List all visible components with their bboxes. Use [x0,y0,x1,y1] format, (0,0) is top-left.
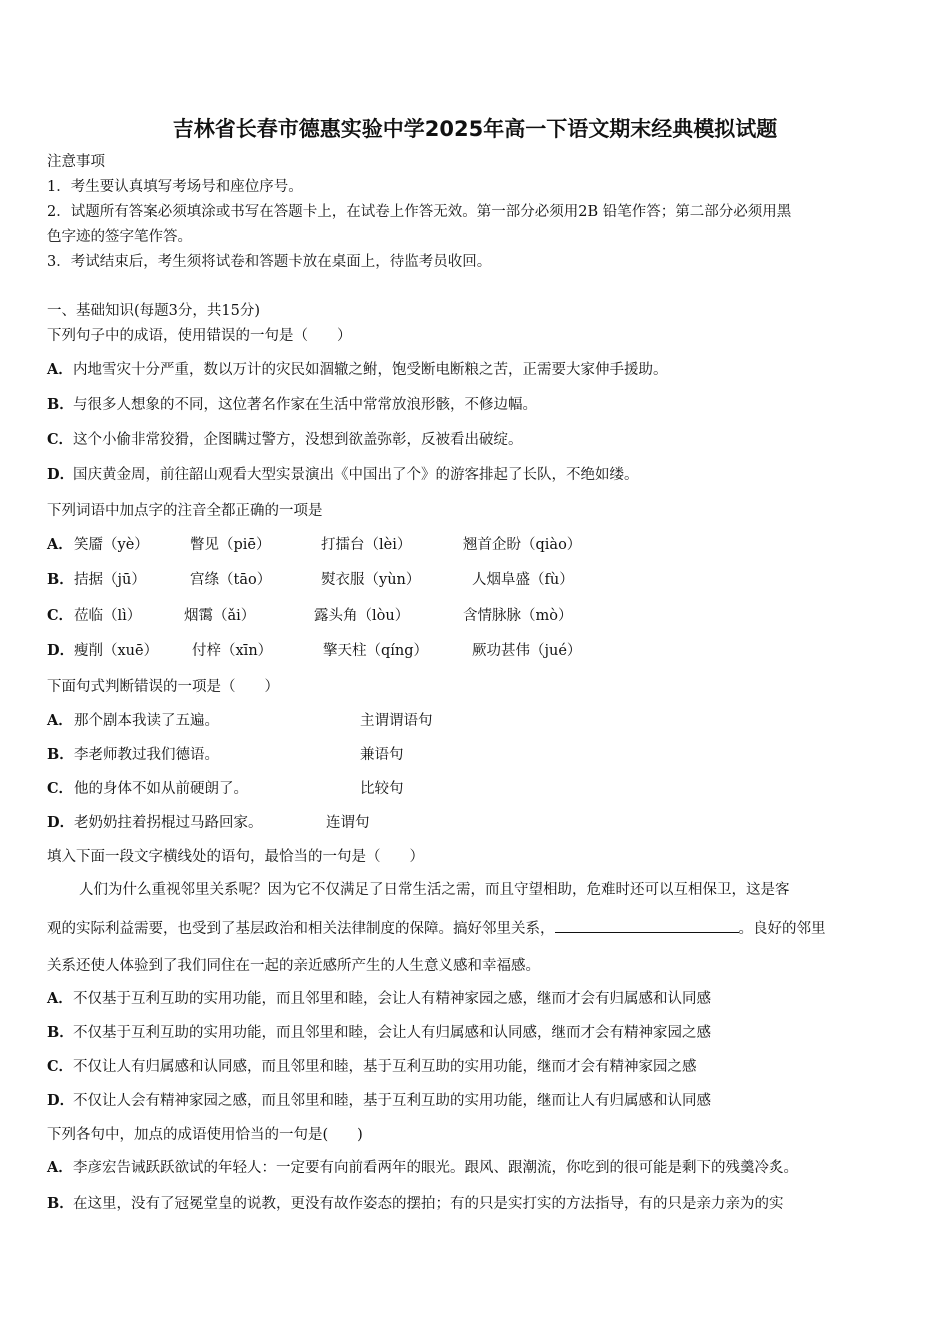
q4-option-c: C．不仅让人有归属感和认同感，而且邻里和睦，基于互利互助的实用功能，继而才会有精神家园之感 [47,1058,697,1075]
section-heading: 一、基础知识(每题3分，共15分) [47,303,260,319]
q2-row-a-item-1: 笑靥（yè） [74,537,149,553]
q4-passage-line-1: 人们为什么重视邻里关系呢？因为它不仅满足了日常生活之需，而且守望相助，危难时还可以互相保卫，这是客 [79,882,790,898]
notice-item-3: 3．考试结束后，考生须将试卷和答题卡放在桌面上，待监考员收回。 [47,254,492,270]
q4-option-b: B．不仅基于互利互助的实用功能，而且邻里和睦，会让人有归属感和认同感，继而才会有精神家园之感 [47,1024,711,1041]
q4-passage-line-2: 观的实际利益需要，也受到了基层政治和相关法律制度的保障。搞好邻里关系， 。良好的邻里 [47,918,826,939]
q2-stem: 下列词语中加点字的注音全都正确的一项是 [47,503,323,519]
q3-row-a-sentence: 那个剧本我读了五遍。 [74,713,219,729]
q2-row-a-item-4: 翘首企盼（qiào） [463,537,582,553]
q2-row-a-item-3: 打擂台（lèi） [321,537,412,553]
q4-option-d: D．不仅让人会有精神家园之感，而且邻里和睦，基于互利互助的实用功能，继而让人有归属感和认同感 [47,1092,711,1109]
q5-stem: 下列各句中，加点的成语使用恰当的一句是( ) [47,1127,363,1143]
q2-row-d-label: D． [47,642,75,659]
q2-row-b-label: B． [47,571,74,588]
notice-item-2-cont: 色字迹的签字笔作答。 [47,229,192,245]
q2-row-c-item-1: 莅临（lì） [74,608,142,624]
q3-row-b-type: 兼语句 [360,747,404,763]
q5-option-b: B．在这里，没有了冠冕堂皇的说教，更没有故作姿态的摆拍；有的只是实打实的方法指导，有的只是亲力亲为的实 [47,1195,784,1212]
q2-row-c-item-3: 露头角（lòu） [314,608,410,624]
q2-row-d-item-4: 厥功甚伟（jué） [472,643,582,659]
q3-row-d-label: D． [47,814,75,831]
q2-row-b-item-2: 宫绦（tāo） [190,572,272,588]
q3-row-a-type: 主谓谓语句 [360,713,433,729]
q3-row-b-sentence: 李老师教过我们德语。 [74,747,219,763]
q3-row-c-label: C． [47,780,74,797]
page-title: 吉林省长春市德惠实验中学2025年高一下语文期末经典模拟试题 [172,117,778,141]
q2-row-d-item-3: 擎天柱（qíng） [323,643,429,659]
q3-row-c-sentence: 他的身体不如从前硬朗了。 [74,781,248,797]
q4-stem: 填入下面一段文字横线处的语句，最恰当的一句是（ ） [47,849,424,865]
q2-row-d-item-2: 付梓（xīn） [192,643,273,659]
notice-item-1: 1．考生要认真填写考场号和座位序号。 [47,179,303,195]
q2-row-b-item-3: 熨衣服（yùn） [321,572,421,588]
q1-option-d: D．国庆黄金周，前往韶山观看大型实景演出《中国出了个》的游客排起了长队，不绝如缕。 [47,466,639,483]
q2-row-d-item-1: 瘦削（xuē） [74,643,159,659]
q3-row-d-type: 连谓句 [326,815,370,831]
q4-option-a: A．不仅基于互利互助的实用功能，而且邻里和睦，会让人有精神家园之感，继而才会有归属感和认同感 [47,990,711,1007]
q2-row-b-item-1: 拮据（jū） [74,572,146,588]
q5-option-a: A．李彦宏告诫跃跃欲试的年轻人：一定要有向前看两年的眼光。跟风、跟潮流，你吃到的很可能是剩下的残羹冷炙。 [47,1159,798,1176]
q1-option-a: A．内地雪灾十分严重，数以万计的灾民如涸辙之鲋，饱受断电断粮之苦，正需要大家伸手援助。 [47,361,668,378]
q1-option-b: B．与很多人想象的不同，这位著名作家在生活中常常放浪形骸，不修边幅。 [47,396,537,413]
notice-heading: 注意事项 [47,154,105,170]
q3-row-c-type: 比较句 [360,781,404,797]
notice-item-2: 2．试题所有答案必须填涂或书写在答题卡上，在试卷上作答无效。第一部分必须用2B 铅笔作答；第二部分必须用黑 [47,204,792,220]
q3-row-b-label: B． [47,746,74,763]
q3-row-d-sentence: 老奶奶拄着拐棍过马路回家。 [74,815,263,831]
q2-row-c-item-2: 烟霭（ǎi） [184,608,256,624]
q2-row-a-label: A． [47,536,73,553]
q2-row-c-label: C． [47,607,74,624]
q2-row-a-item-2: 瞥见（piē） [190,537,271,553]
q2-row-c-item-4: 含情脉脉（mò） [463,608,573,624]
q4-passage-line-3: 关系还使人体验到了我们同住在一起的亲近感所产生的人生意义感和幸福感。 [47,958,540,974]
q3-row-a-label: A． [47,712,73,729]
q2-row-b-item-4: 人烟阜盛（fù） [472,572,574,588]
q1-option-c: C．这个小偷非常狡猾，企图瞒过警方，没想到欲盖弥彰，反被看出破绽。 [47,431,523,448]
q1-stem: 下列句子中的成语，使用错误的一句是（ ） [47,328,352,344]
q3-stem: 下面句式判断错误的一项是（ ） [47,679,279,695]
q4-answer-blank [555,918,739,933]
